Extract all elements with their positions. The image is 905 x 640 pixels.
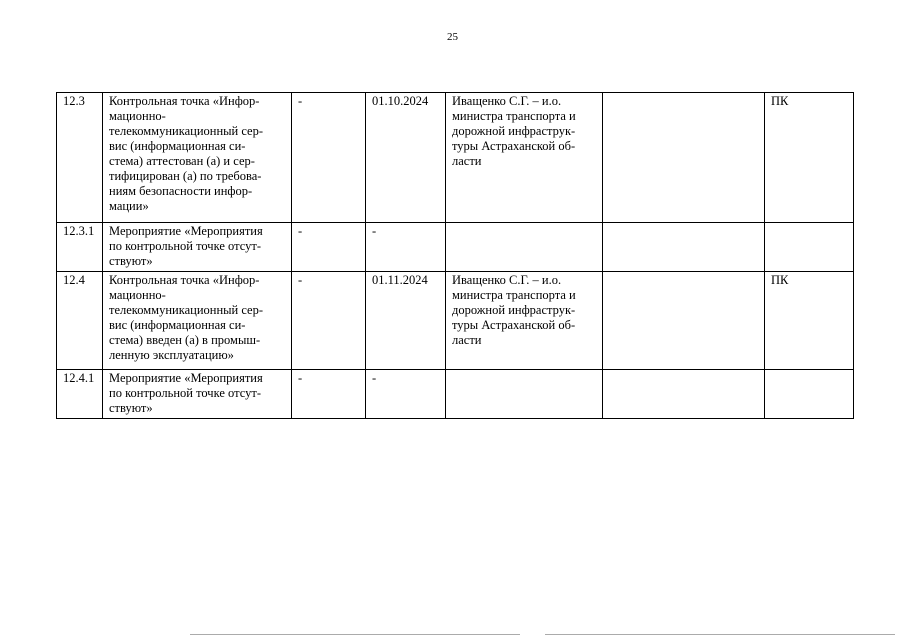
control-points-table bbox=[56, 92, 854, 419]
row-start-date: - bbox=[292, 93, 366, 223]
row-control-type: ПК bbox=[765, 272, 854, 370]
row-end-date: - bbox=[366, 370, 446, 419]
row-responsible bbox=[446, 223, 603, 272]
row-control-type bbox=[765, 223, 854, 272]
row-responsible: Иващенко С.Г. – и.о. министра транспорта и дорожной инфраструк- туры Астраханской об- ласти bbox=[446, 272, 603, 370]
row-number: 12.3 bbox=[57, 93, 103, 223]
row-responsible bbox=[446, 370, 603, 419]
row-result bbox=[603, 370, 765, 419]
row-end-date: 01.10.2024 bbox=[366, 93, 446, 223]
table-row bbox=[57, 93, 854, 223]
row-control-type bbox=[765, 370, 854, 419]
table-row bbox=[57, 223, 854, 272]
row-responsible: Иващенко С.Г. – и.о. министра транспорта и дорожной инфраструк- туры Астраханской об- ласти bbox=[446, 93, 603, 223]
row-number: 12.4.1 bbox=[57, 370, 103, 419]
row-start-date: - bbox=[292, 370, 366, 419]
row-control-type: ПК bbox=[765, 93, 854, 223]
row-start-date: - bbox=[292, 223, 366, 272]
row-number: 12.3.1 bbox=[57, 223, 103, 272]
row-name: Контрольная точка «Инфор- мационно- телекоммуникационный сер- вис (информационная си- стема) аттестован (а) и сер- тифицирован (а) по требова- ниям безопасности инфор- мации» bbox=[103, 93, 292, 223]
row-name: Мероприятие «Мероприятия по контрольной точке отсут- ствуют» bbox=[103, 370, 292, 419]
table-row bbox=[57, 272, 854, 370]
row-result bbox=[603, 223, 765, 272]
row-end-date: - bbox=[366, 223, 446, 272]
row-start-date: - bbox=[292, 272, 366, 370]
row-number: 12.4 bbox=[57, 272, 103, 370]
row-name: Контрольная точка «Инфор- мационно- телекоммуникационный сер- вис (информационная си- стема) введен (а) в промыш- ленную эксплуатацию» bbox=[103, 272, 292, 370]
row-result bbox=[603, 93, 765, 223]
scan-artifact bbox=[190, 634, 520, 635]
table-row bbox=[57, 370, 854, 419]
row-name: Мероприятие «Мероприятия по контрольной точке отсут- ствуют» bbox=[103, 223, 292, 272]
row-result bbox=[603, 272, 765, 370]
row-end-date: 01.11.2024 bbox=[366, 272, 446, 370]
scan-artifact bbox=[545, 634, 895, 635]
page-number: 25 bbox=[447, 31, 458, 43]
